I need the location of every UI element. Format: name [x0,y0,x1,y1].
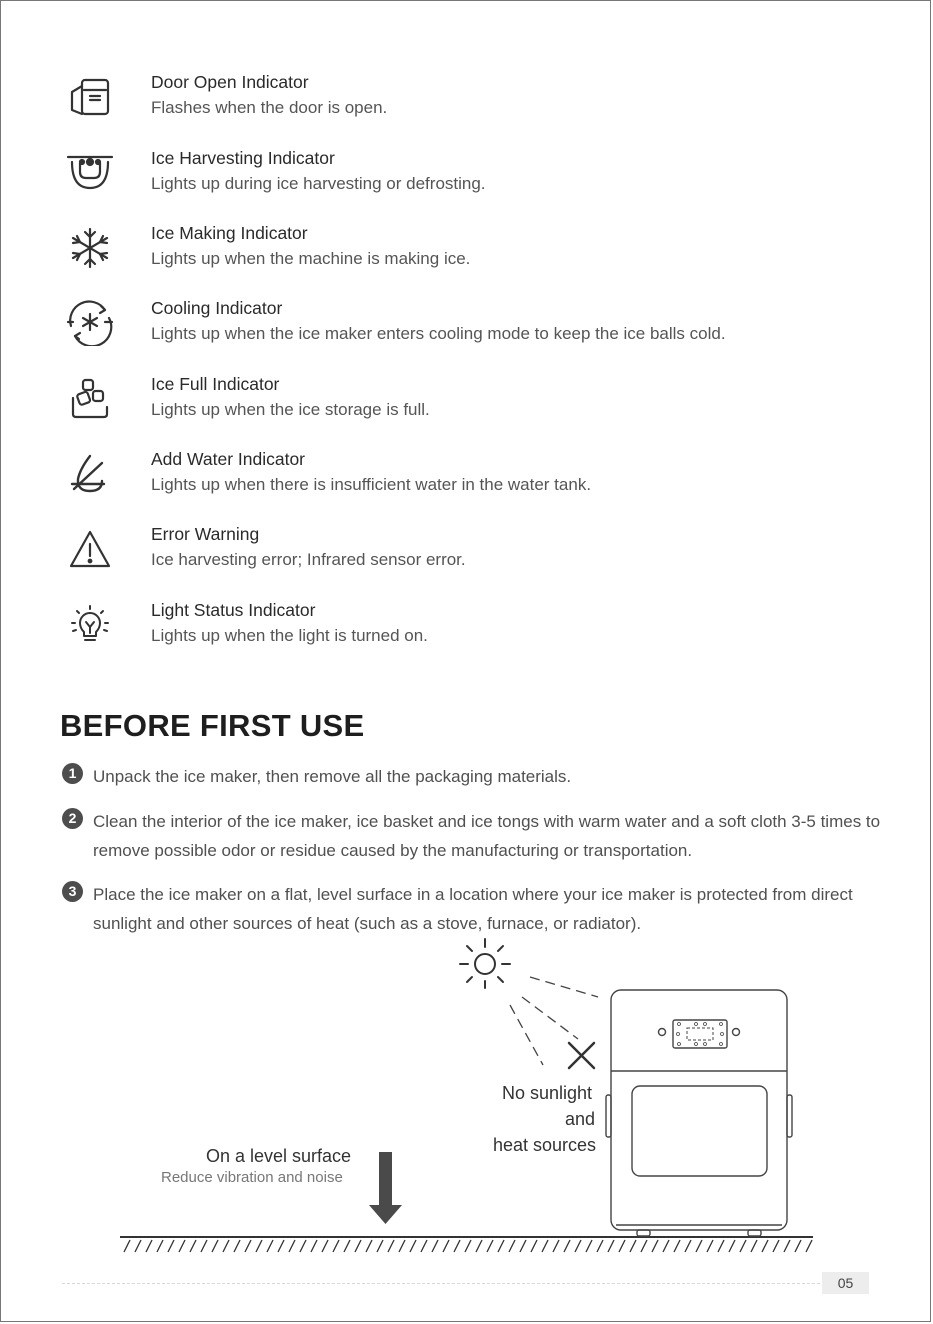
indicator-title: Ice Harvesting Indicator [151,148,335,168]
ice-maker-illustration [606,990,792,1236]
no-sunlight-label: No sunlight [502,1083,593,1103]
no-sunlight-label-and: and [565,1109,596,1129]
step-text: Unpack the ice maker, then remove all the packaging materials. [93,767,572,786]
indicator-title: Door Open Indicator [151,72,309,92]
indicator-light-status [60,600,880,660]
step-number: 1 [62,763,83,784]
indicator-title: Add Water Indicator [151,449,306,469]
indicator-description: Lights up during ice harvesting or defrosting. [151,174,486,193]
indicator-description: Flashes when the door is open. [151,98,388,117]
indicator-title: Ice Full Indicator [151,374,280,394]
ice-harvesting-icon [60,148,120,196]
light-bulb-icon [60,600,120,648]
section-title: BEFORE FIRST USE [60,708,365,743]
level-surface-label: On a level surface [206,1146,352,1166]
placement-diagram [0,935,933,1265]
placement-illustration [0,935,933,1265]
ground-surface [120,1237,813,1252]
indicator-description: Lights up when the machine is making ice. [151,249,471,268]
arrow-down-icon [369,1152,402,1224]
heat-sources-label: heat sources [493,1135,597,1155]
warning-icon [60,524,120,572]
indicator-title: Cooling Indicator [151,298,283,318]
footer-divider [62,1283,820,1284]
step-text: Place the ice maker on a flat, level surface in a location where your ice maker is protected from direct sunlight and other sources of heat (such as a stove, furnace, or radiator). [93,885,853,933]
indicator-description: Lights up when the ice maker enters cooling mode to keep the ice balls cold. [151,324,726,343]
indicator-error-warning [60,524,880,584]
indicator-cooling [60,298,880,358]
door-open-icon [60,72,120,120]
ice-full-icon [60,374,120,422]
step-text: Clean the interior of the ice maker, ice basket and ice tongs with warm water and a soft cloth 3-5 times to remove possible odor or residue caused by the manufacturing or transportation. [93,812,881,860]
cooling-icon [60,298,120,346]
indicator-description: Lights up when the light is turned on. [151,626,428,645]
indicator-description: Ice harvesting error; Infrared sensor error. [151,550,466,569]
indicator-add-water [60,449,880,509]
indicator-ice-harvesting [60,148,880,208]
step-number: 3 [62,881,83,902]
indicator-description: Lights up when there is insufficient water in the water tank. [151,475,592,494]
indicator-title: Error Warning [151,524,260,544]
sun-icon [460,939,510,988]
indicator-ice-full [60,374,880,434]
page-number: 05 [822,1272,869,1294]
indicator-door-open [60,72,880,132]
snowflake-icon [60,223,120,271]
cross-icon [569,1043,594,1068]
indicator-title: Ice Making Indicator [151,223,308,243]
level-surface-sublabel: Reduce vibration and noise [161,1169,343,1186]
indicator-description: Lights up when the ice storage is full. [151,400,430,419]
indicator-ice-making [60,223,880,283]
step-number: 2 [62,808,83,829]
add-water-icon [60,449,120,497]
indicator-title: Light Status Indicator [151,600,316,620]
